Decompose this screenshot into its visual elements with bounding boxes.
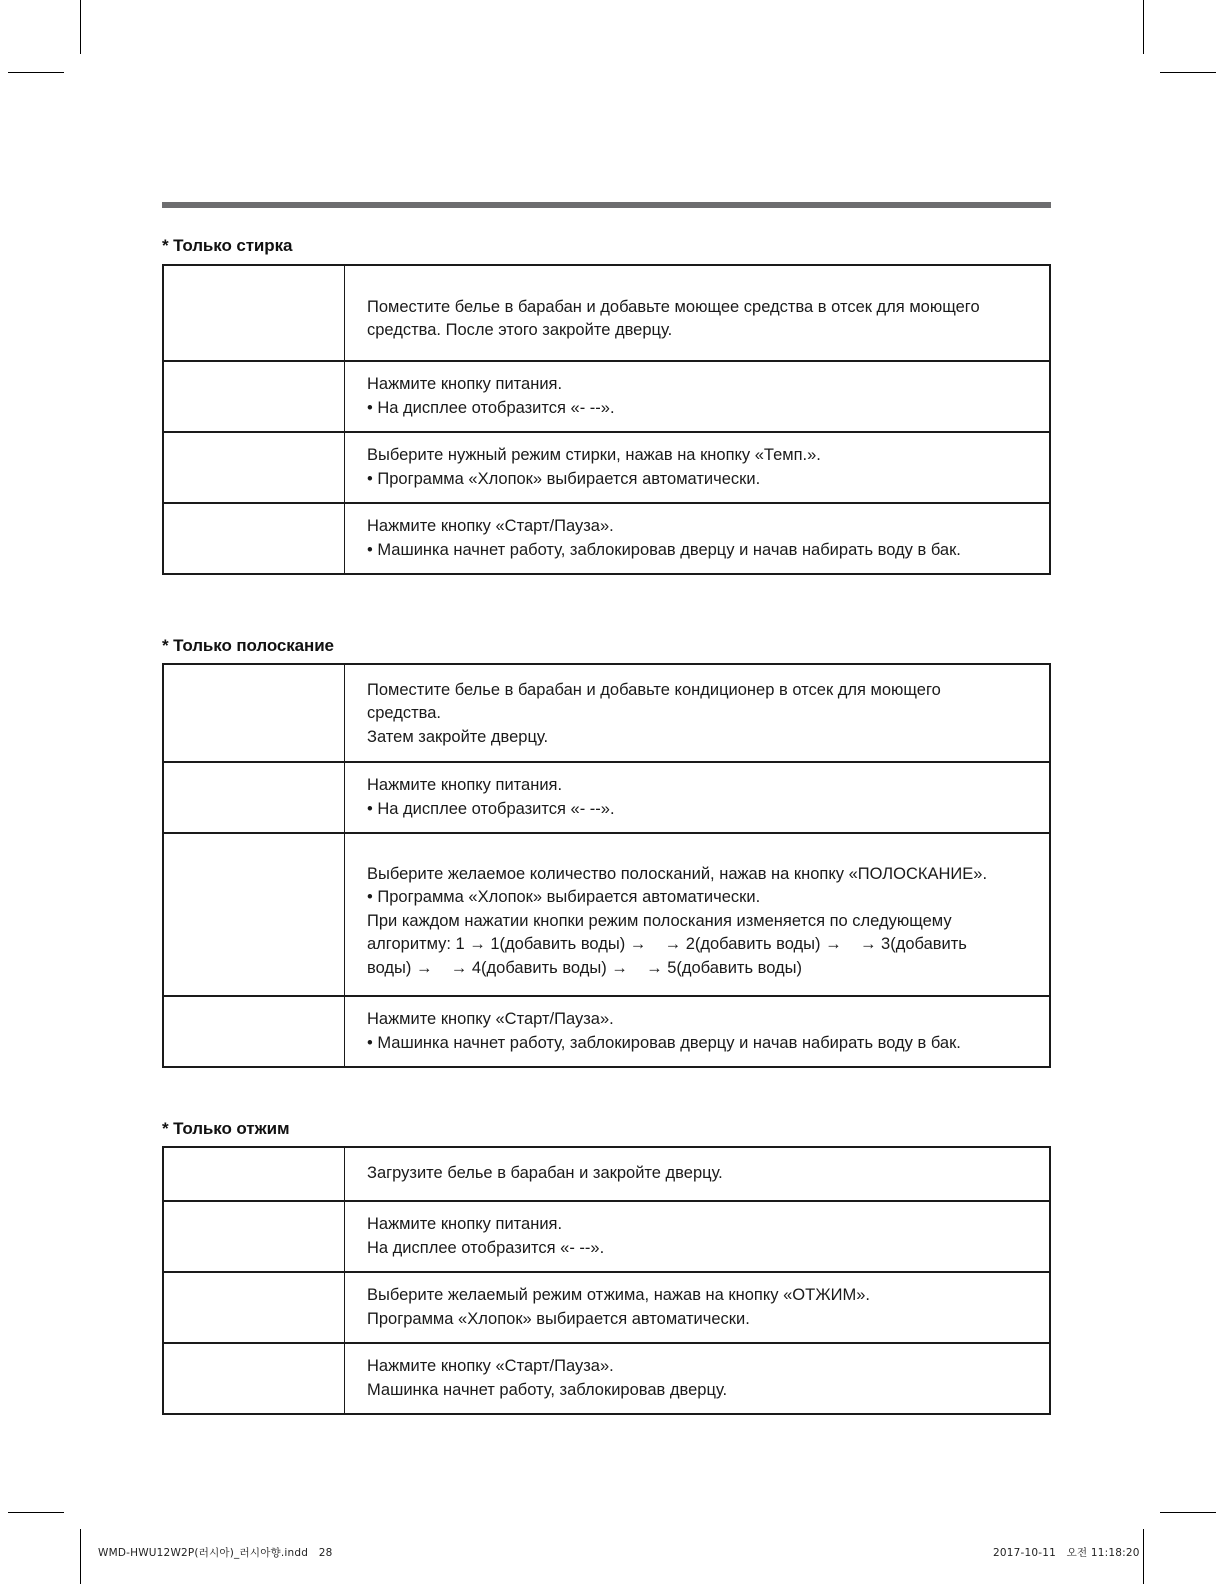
text-line: Загрузите белье в барабан и закройте дверцу. [367, 1164, 723, 1183]
step-description [345, 265, 1051, 361]
crop-mark-top-left-horizontal [8, 72, 64, 73]
table-row [163, 432, 1050, 503]
text-line: Нажмите кнопку питания. [367, 375, 563, 393]
text-line: • Машинка начнет работу, заблокировав дверцу и начав набирать воду в бак. [367, 1033, 961, 1052]
text-line: Нажмите кнопку «Старт/Пауза». [367, 1357, 614, 1375]
table-row [163, 664, 1050, 762]
text-line: Выберите нужный режим стирки, нажав на кнопку «Темп.». [367, 446, 821, 464]
section-heading-wash-only: * Только стирка [162, 236, 293, 255]
step-label-cell [163, 833, 345, 996]
step-label-cell [163, 762, 345, 833]
step-label-cell [163, 664, 345, 762]
text-line: • Программа «Хлопок» выбирается автоматически. [367, 888, 761, 907]
step-label-cell [163, 996, 345, 1067]
text-line: Нажмите кнопку питания. [367, 776, 563, 794]
section-heading-rinse-only: * Только полоскание [162, 636, 334, 655]
text-line: алгоритму: 1 → 1(добавить воды) → → 2(добавить воды) → → 3(добавить [367, 935, 967, 954]
crop-mark-top-left-vertical [80, 0, 81, 54]
table-row [163, 1201, 1050, 1272]
text-line: Нажмите кнопку «Старт/Пауза». [367, 1010, 614, 1028]
table-row [163, 1343, 1050, 1414]
text-line: Выберите желаемое количество полосканий, нажав на кнопку «ПОЛОСКАНИЕ». [367, 864, 988, 883]
header-rule [162, 202, 1051, 208]
step-label-cell [163, 1201, 345, 1272]
crop-mark-bottom-left-horizontal [8, 1512, 64, 1513]
steps-table-rinse-only [162, 663, 1051, 1068]
table-row [163, 503, 1050, 574]
step-label-cell [163, 432, 345, 503]
step-label-cell [163, 265, 345, 361]
crop-mark-top-right-horizontal [1160, 72, 1216, 73]
text-line: При каждом нажатии кнопки режим полоскания изменяется по следующему [367, 911, 952, 930]
step-description [345, 1272, 1051, 1343]
table-row [163, 996, 1050, 1067]
table-row [163, 762, 1050, 833]
table-row [163, 833, 1050, 996]
section-heading-spin-only: * Только отжим [162, 1119, 290, 1138]
step-label-cell [163, 361, 345, 432]
step-description [345, 503, 1051, 574]
step-description [345, 996, 1051, 1067]
table-row [163, 1147, 1050, 1201]
crop-mark-bottom-right-horizontal [1160, 1512, 1216, 1513]
steps-table-spin-only [162, 1146, 1051, 1415]
text-line: Выберите желаемый режим отжима, нажав на кнопку «ОТЖИМ». [367, 1286, 870, 1304]
text-line: Нажмите кнопку «Старт/Пауза». [367, 517, 614, 535]
step-description [345, 361, 1051, 432]
text-line: • На дисплее отобразится «- --». [367, 398, 615, 417]
step-label-cell [163, 1272, 345, 1343]
step-description [345, 432, 1051, 503]
step-description [345, 833, 1051, 996]
table-row [163, 361, 1050, 432]
text-line: Затем закройте дверцу. [367, 727, 549, 746]
text-line: воды) → → 4(добавить воды) → → 5(добавить воды) [367, 958, 803, 977]
footer-file-name: WMD-HWU12W2P(러시아)_러시아향.indd 28 [98, 1547, 333, 1559]
steps-table-wash-only [162, 264, 1051, 575]
text-line: Поместите белье в барабан и добавьте моющее средства в отсек для моющего [367, 297, 980, 316]
text-line: • Машинка начнет работу, заблокировав дверцу и начав набирать воду в бак. [367, 540, 961, 559]
step-label-cell [163, 1147, 345, 1201]
crop-mark-top-right-vertical [1143, 0, 1144, 54]
text-line: Программа «Хлопок» выбирается автоматически. [367, 1309, 750, 1328]
text-line: • Программа «Хлопок» выбирается автоматически. [367, 469, 761, 488]
footer-timestamp: 2017-10-11 오전 11:18:20 [993, 1547, 1140, 1559]
step-description [345, 1147, 1051, 1201]
text-line: • На дисплее отобразится «- --». [367, 799, 615, 818]
text-line: средства. [367, 704, 442, 723]
text-line: средства. После этого закройте дверцу. [367, 321, 673, 339]
crop-mark-bottom-right-vertical [1143, 1529, 1144, 1584]
step-description [345, 1343, 1051, 1414]
text-line: На дисплее отобразится «- --». [367, 1238, 605, 1257]
crop-mark-bottom-left-vertical [80, 1529, 81, 1584]
table-row [163, 1272, 1050, 1343]
step-description [345, 762, 1051, 833]
text-line: Машинка начнет работу, заблокировав дверцу. [367, 1380, 728, 1399]
step-description [345, 664, 1051, 762]
text-line: Нажмите кнопку питания. [367, 1215, 563, 1233]
step-label-cell [163, 1343, 345, 1414]
step-label-cell [163, 503, 345, 574]
text-line: Поместите белье в барабан и добавьте кондиционер в отсек для моющего [367, 680, 941, 699]
step-description [345, 1201, 1051, 1272]
table-row [163, 265, 1050, 361]
